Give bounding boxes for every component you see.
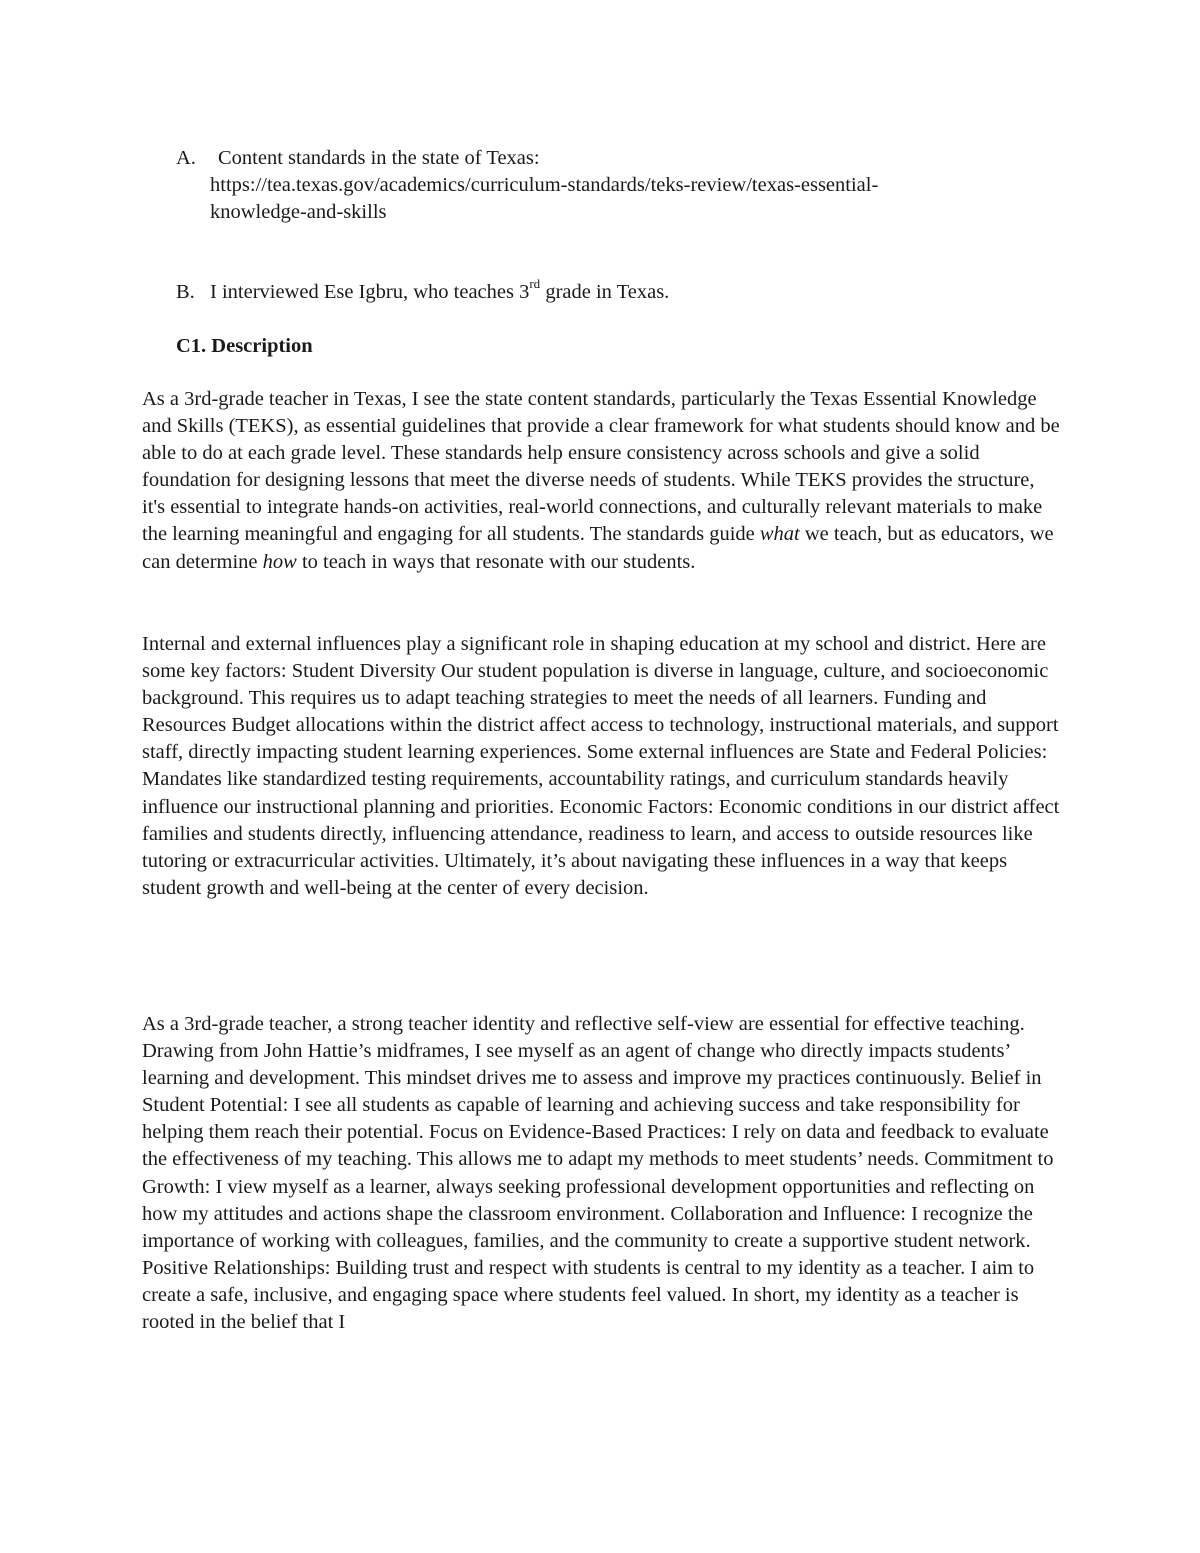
list-item-b	[176, 276, 1036, 309]
content-standards-text: Content standards in the state of Texas:	[218, 147, 540, 169]
paragraph-standards-part3: to teach in ways that resonate with our students.	[296, 550, 696, 573]
paragraph-standards	[142, 386, 1060, 576]
teks-url-line-1[interactable]: https://tea.texas.gov/academics/curriculum-standards/teks-review/texas-essential-	[210, 174, 879, 196]
list-item-a	[176, 145, 1036, 227]
emphasis-what: what	[759, 523, 800, 546]
list-marker-a: A.	[176, 147, 196, 169]
section-heading: C1. Description	[176, 335, 313, 357]
list-body-b	[210, 276, 1030, 306]
paragraph-standards-part2: we teach, but as educators, we can determine	[142, 523, 1054, 573]
emphasis-how: how	[262, 550, 297, 573]
list-marker-b: B.	[176, 281, 195, 303]
ordinal-superscript: rd	[529, 276, 541, 292]
paragraph-standards-part1: As a 3rd-grade teacher in Texas, I see the state content standards, particularly the Texas Essential Knowledge and Skills (TEKS), as essential guidelines that provide a clear framework for what students should know and be able to do at each grade level. These standards help ensure consistency across schools and give a solid foundation for designing lessons that meet the diverse needs of students. While TEKS provides the structure, it's essential to integrate hands-on activities, real-world connections, and culturally relevant materials to make the learning meaningful and engaging for all students. The standards guide	[142, 388, 1060, 546]
paragraph-teacher-identity: As a 3rd-grade teacher, a strong teacher identity and reflective self-view are essential for effective teaching. Drawing from John Hattie’s midframes, I see myself as an agent of change who directly impacts students’ learning and development. This mindset drives me to assess and improve my practices continuously. Belief in Student Potential: I see all students as capable of learning and achieving success and take responsibility for helping them reach their potential. Focus on Evidence-Based Practices: I rely on data and feedback to evaluate the effectiveness of my teaching. This allows me to adapt my methods to meet students’ needs. Commitment to Growth: I view myself as a learner, always seeking professional development opportunities and reflecting on how my attitudes and actions shape the classroom environment. Collaboration and Influence: I recognize the importance of working with colleagues, families, and the community to create a supportive student network. Positive Relationships: Building trust and respect with students is central to my identity as a teacher. I aim to create a safe, inclusive, and engaging space where students feel valued. In short, my identity as a teacher is rooted in the belief that I	[142, 1013, 1054, 1334]
interview-text: I interviewed Ese Igbru, who teaches 3	[210, 281, 530, 303]
teks-url-line-2[interactable]: knowledge-and-skills	[210, 201, 387, 223]
interview-text-end: grade in Texas.	[540, 281, 670, 303]
list-body-a	[210, 145, 1038, 226]
paragraph-influences: Internal and external influences play a significant role in shaping education at my school and district. Here are some key factors: Student Diversity Our student population is diverse in language, culture, and socioeconomic background. This requires us to adapt teaching strategies to meet the needs of all learners. Funding and Resources Budget allocations within the district affect access to technology, instructional materials, and support staff, directly impacting student learning experiences. Some external influences are State and Federal Policies: Mandates like standardized testing requirements, accountability ratings, and curriculum standards heavily influence our instructional planning and priorities. Economic Factors: Economic conditions in our district affect families and students directly, influencing attendance, readiness to learn, and access to outside resources like tutoring or extracurricular activities. Ultimately, it’s about navigating these influences in a way that keeps student growth and well-being at the center of every decision.	[142, 633, 1060, 899]
